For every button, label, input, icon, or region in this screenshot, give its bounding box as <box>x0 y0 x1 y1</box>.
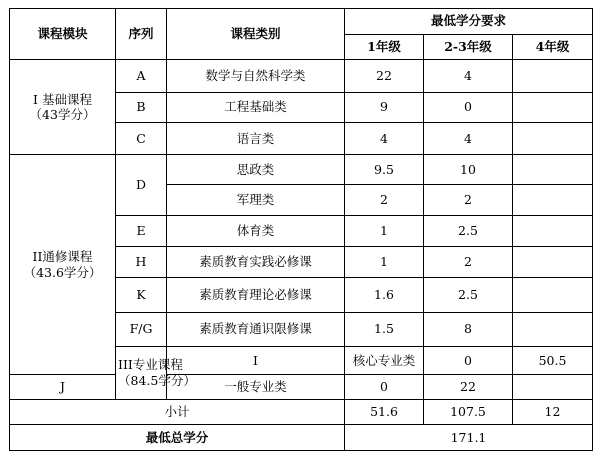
year4-cell <box>513 247 593 278</box>
seq-cell: B <box>116 92 167 122</box>
subtotal-year4: 12 <box>513 399 593 425</box>
subtotal-year23: 107.5 <box>424 399 513 425</box>
header-year4: 4年级 <box>513 34 593 60</box>
seq-cell: K <box>116 278 167 313</box>
year1-cell: 0 <box>424 346 513 375</box>
category-cell: 数学与自然科学类 <box>167 60 345 93</box>
year4-cell <box>513 92 593 122</box>
seq-cell: A <box>116 60 167 93</box>
seq-cell: E <box>116 215 167 247</box>
category-cell: 语言类 <box>167 122 345 155</box>
year23-cell: 8 <box>424 312 513 346</box>
seq-cell: H <box>116 247 167 278</box>
module-credits: （43学分） <box>29 107 96 123</box>
header-category: 课程类别 <box>167 9 345 60</box>
table-row <box>10 60 593 93</box>
year23-cell: 2.5 <box>424 278 513 313</box>
seq-cell: I <box>167 346 345 375</box>
year4-cell <box>513 184 593 215</box>
subtotal-row <box>10 399 593 425</box>
year4-cell <box>513 60 593 93</box>
header-row <box>10 9 593 35</box>
year23-cell: 50.5 <box>513 346 593 375</box>
year23-cell: 2 <box>424 184 513 215</box>
year4-cell <box>513 155 593 185</box>
seq-cell: C <box>116 122 167 155</box>
year1-cell: 0 <box>345 375 424 400</box>
seq-cell: F/G <box>116 312 167 346</box>
header-year1: 1年级 <box>345 34 424 60</box>
year1-cell: 9 <box>345 92 424 122</box>
category-cell: 军理类 <box>167 184 345 215</box>
module-cell-major <box>116 346 196 399</box>
category-cell: 素质教育通识限修课 <box>167 312 345 346</box>
total-value: 171.1 <box>345 425 593 451</box>
year4-cell <box>513 278 593 313</box>
module-credits: （84.5学分） <box>118 372 196 388</box>
header-min-credit: 最低学分要求 <box>345 9 593 35</box>
module-name: II通修课程 <box>32 249 93 265</box>
year23-cell: 0 <box>424 92 513 122</box>
year4-cell <box>513 215 593 247</box>
year1-cell: 22 <box>345 60 424 93</box>
seq-cell: J <box>10 375 116 400</box>
module-name: III专业课程 <box>118 357 183 373</box>
module-credits: （43.6学分） <box>23 264 102 280</box>
table-row <box>10 155 593 185</box>
category-cell: 一般专业类 <box>167 375 345 400</box>
year23-cell: 4 <box>424 60 513 93</box>
subtotal-year1: 51.6 <box>345 399 424 425</box>
category-cell: 工程基础类 <box>167 92 345 122</box>
header-year23: 2-3年级 <box>424 34 513 60</box>
category-cell: 思政类 <box>167 155 345 185</box>
year23-cell: 2.5 <box>424 215 513 247</box>
year4-cell <box>513 375 593 400</box>
year23-cell: 10 <box>424 155 513 185</box>
header-seq: 序列 <box>116 9 167 60</box>
category-cell: 体育类 <box>167 215 345 247</box>
year1-cell: 1.6 <box>345 278 424 313</box>
category-cell: 素质教育理论必修课 <box>167 278 345 313</box>
year1-cell: 2 <box>345 184 424 215</box>
year23-cell: 4 <box>424 122 513 155</box>
year1-cell: 9.5 <box>345 155 424 185</box>
module-cell-general <box>10 155 116 375</box>
module-cell-basic <box>10 60 116 155</box>
table-row <box>10 375 593 400</box>
year4-cell <box>513 312 593 346</box>
total-row <box>10 425 593 451</box>
year4-cell <box>513 122 593 155</box>
total-label: 最低总学分 <box>10 425 345 451</box>
seq-cell: D <box>116 155 167 215</box>
year23-cell: 22 <box>424 375 513 400</box>
category-cell: 素质教育实践必修课 <box>167 247 345 278</box>
year1-cell: 1.5 <box>345 312 424 346</box>
subtotal-label: 小计 <box>10 399 345 425</box>
year1-cell: 4 <box>345 122 424 155</box>
credit-requirements-table <box>9 8 593 451</box>
year1-cell: 1 <box>345 247 424 278</box>
header-module: 课程模块 <box>10 9 116 60</box>
year23-cell: 2 <box>424 247 513 278</box>
module-name: I 基础课程 <box>33 91 92 107</box>
year1-cell: 1 <box>345 215 424 247</box>
category-cell: 核心专业类 <box>345 346 424 375</box>
